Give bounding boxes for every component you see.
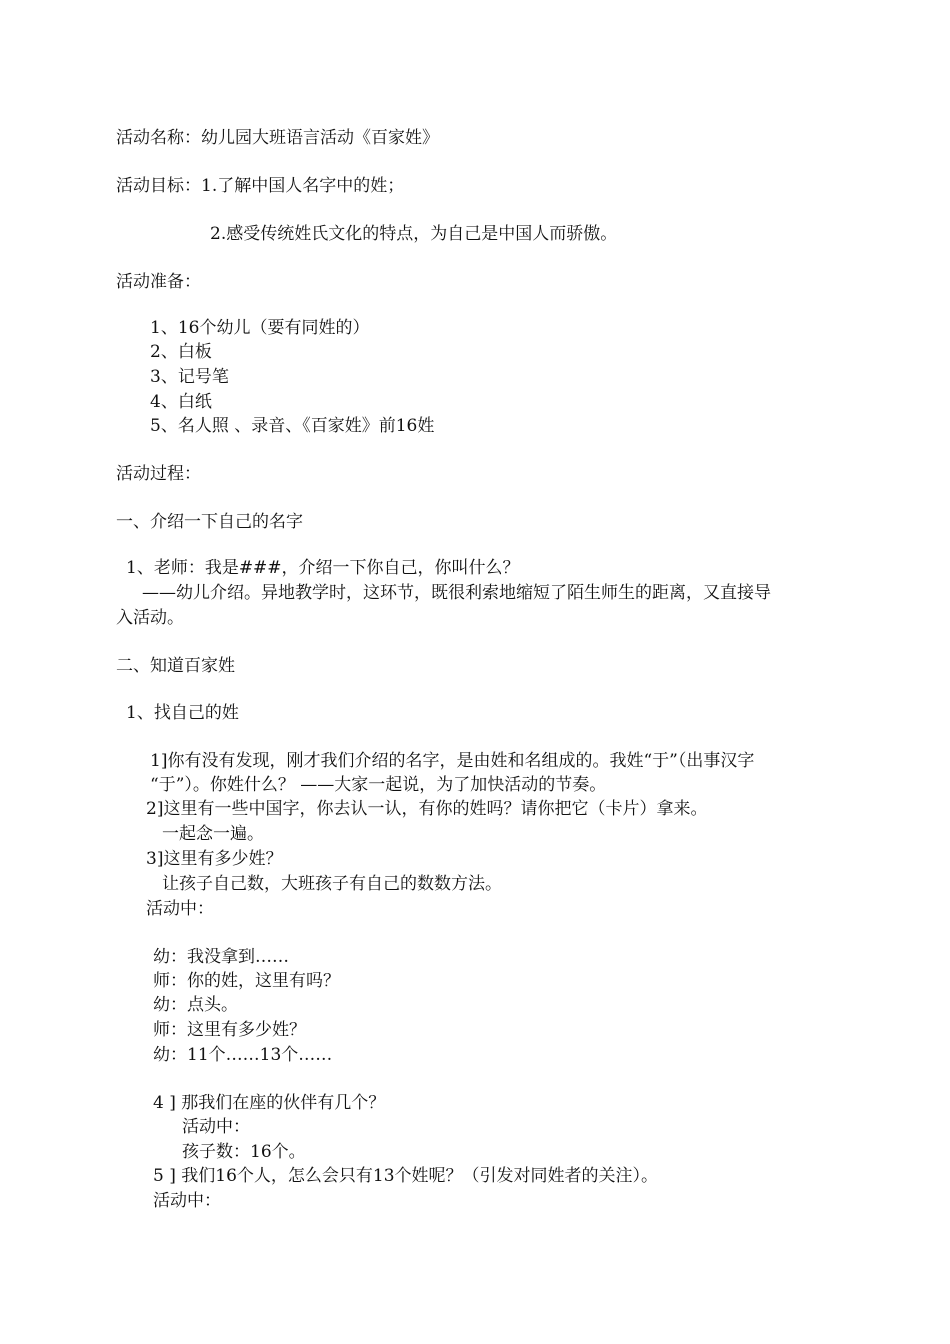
preparation-item: 1、16个幼儿（要有同姓的） — [150, 318, 370, 338]
preparation-item: 2、白板 — [150, 342, 212, 362]
in-activity-label: 活动中： — [182, 1117, 250, 1137]
dialogue-line: 幼：点头。 — [153, 995, 238, 1015]
section-1-item-1: 1、老师：我是###，介绍一下你自己，你叫什么？ — [126, 558, 520, 578]
preparation-heading: 活动准备： — [116, 272, 201, 292]
dialogue-line: 幼：11个……13个…… — [153, 1045, 333, 1065]
goal-line-1: 活动目标：1.了解中国人名字中的姓； — [116, 176, 405, 196]
step-2-note: 一起念一遍。 — [162, 824, 264, 844]
step-5: 5 ] 我们16个人，怎么会只有13个姓呢？（引发对同姓者的关注）。 — [153, 1166, 659, 1186]
section-heading-1: 一、介绍一下自己的名字 — [116, 512, 303, 532]
preparation-item: 3、记号笔 — [150, 367, 229, 387]
activity-title: 活动名称：幼儿园大班语言活动《百家姓》 — [116, 128, 439, 148]
step-4: 4 ] 那我们在座的伙伴有几个？ — [153, 1093, 386, 1113]
preparation-item: 5、名人照 、录音、《百家姓》前16姓 — [150, 416, 435, 436]
step-1: 1]你有没有发现，刚才我们介绍的名字，是由姓和名组成的。我姓“于”（出事汉字 — [150, 751, 755, 771]
process-heading: 活动过程： — [116, 464, 201, 484]
dialogue-line: 幼：我没拿到…… — [153, 947, 289, 967]
dialogue-line: 师：你的姓，这里有吗？ — [153, 971, 340, 991]
section-1-note: ——幼儿介绍。异地教学时，这环节，既很利索地缩短了陌生师生的距离，又直接导 — [142, 583, 771, 603]
step-1-continued: “于”）。你姓什么？ ——大家一起说，为了加快活动的节奏。 — [150, 775, 607, 795]
step-2: 2]这里有一些中国字，你去认一认，有你的姓吗？请你把它（卡片）拿来。 — [146, 799, 708, 819]
section-2-item-1: 1、找自己的姓 — [126, 703, 239, 723]
in-activity-label: 活动中： — [153, 1191, 221, 1211]
dialogue-line: 师：这里有多少姓？ — [153, 1020, 306, 1040]
step-3-note: 让孩子自己数，大班孩子有自己的数数方法。 — [162, 874, 502, 894]
step-3: 3]这里有多少姓？ — [146, 849, 283, 869]
section-heading-2: 二、知道百家姓 — [116, 656, 235, 676]
step-4-answer: 孩子数：16个。 — [182, 1142, 306, 1162]
in-activity-label: 活动中： — [146, 899, 214, 919]
goal-line-2: 2.感受传统姓氏文化的特点，为自己是中国人而骄傲。 — [210, 224, 618, 244]
section-1-note-continued: 入活动。 — [116, 608, 184, 628]
preparation-item: 4、白纸 — [150, 392, 212, 412]
